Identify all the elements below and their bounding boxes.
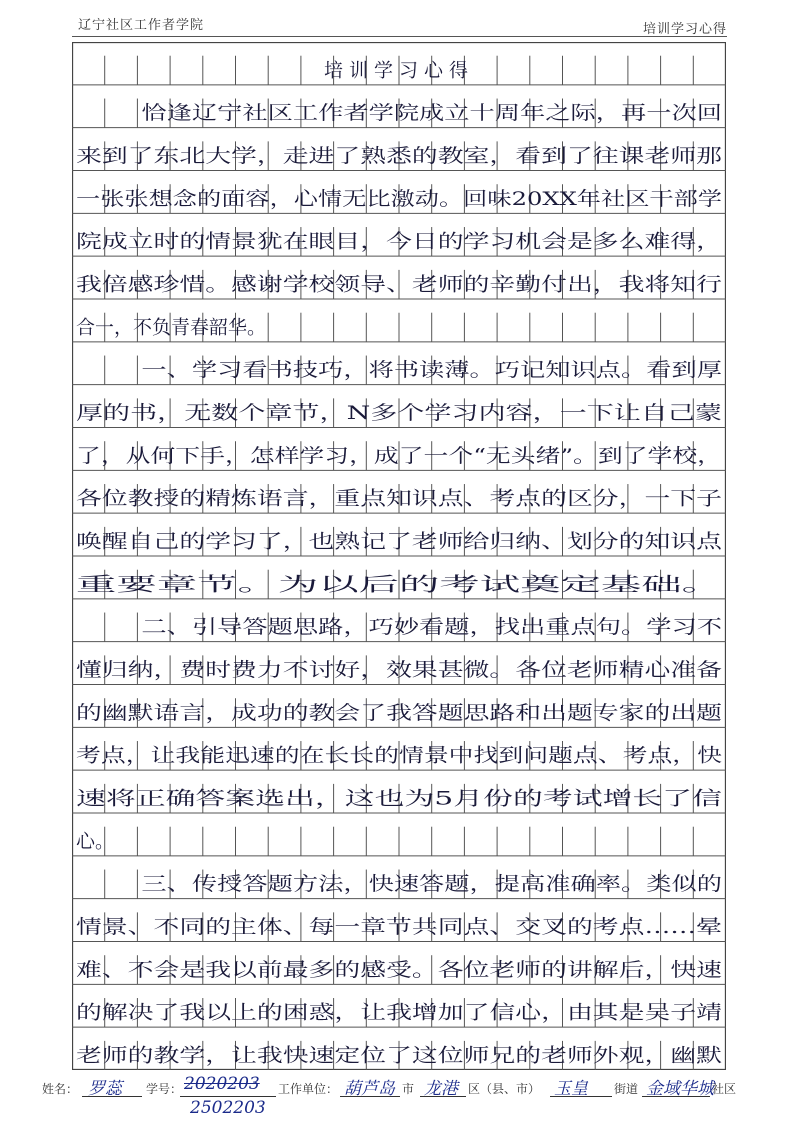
text-line: 老师的教学，让我快速定位了这位师兄的老师外观，幽默 — [76, 1044, 722, 1067]
text-line: 情景、不同的主体、每一章节共同点、交叉的考点……晕 — [76, 915, 551, 938]
text-line: 一、学习看书技巧，将书读薄。巧记知识点。看到厚 — [141, 359, 722, 382]
name-value: 罗蕊 — [88, 1079, 122, 1099]
community-underline — [642, 1096, 710, 1097]
text-line: 我倍感珍惜。感谢学校领导、老师的辛勤付出，我将知行 — [76, 273, 551, 296]
text-line: 唤醒自己的学习了，也熟记了老师给归纳、划分的知识点 — [76, 530, 724, 553]
district-underline — [420, 1096, 466, 1097]
text-line: 的幽默语言，成功的教会了我答题思路和出题专家的出题 — [76, 701, 722, 724]
student-id-underline — [180, 1096, 276, 1097]
text-line: 来到了东北大学，走进了熟悉的教室，看到了往课老师那 — [76, 144, 722, 167]
student-id-struck: 2020203 — [184, 1074, 260, 1094]
text-line: 了，从何下手，怎样学习，成了一个“无头绪”。到了学校， — [76, 444, 722, 467]
text-line: 恰逢辽宁社区工作者学院成立十周年之际，再一次回 — [141, 102, 722, 125]
handwritten-text — [76, 59, 723, 1066]
student-id-label: 学号： — [146, 1082, 183, 1096]
header-rule — [72, 36, 727, 37]
community-value: 金域华城 — [646, 1079, 714, 1099]
student-info-footer — [42, 1076, 782, 1128]
name-underline — [82, 1096, 142, 1097]
institution-name: 辽宁社区工作者学院 — [78, 18, 205, 33]
text-line: 速将正确答案选出，这也为5月份的考试增长了信 — [76, 787, 722, 810]
text-line: 重要章节。为以后的考试奠定基础。 — [76, 573, 381, 596]
text-line: 合一，不负青春韶华。 — [76, 316, 267, 339]
text-line: 二、引导答题思路，巧妙看题，找出重点句。学习不 — [141, 616, 722, 639]
text-line: 的解决了我以上的困惑，让我增加了信心，由其是吴子靖 — [76, 1001, 722, 1024]
district-suffix: 区（县、市） — [468, 1082, 541, 1096]
text-line: 一张张想念的面容，心情无比激动。回味20XX年社区干部学 — [76, 187, 584, 210]
text-line: 院成立时的情景犹在眼目，今日的学习机会是多么难得， — [76, 230, 722, 253]
text-line: 三、传授答题方法，快速答题，提高准确率。类似的 — [141, 873, 722, 896]
document-type-label: 培训学习心得 — [642, 22, 727, 37]
document-title: 培训学习心得 — [323, 59, 475, 82]
community-suffix: 社区 — [712, 1082, 737, 1096]
text-line: 心。 — [76, 830, 115, 853]
text-line: 厚的书，无数个章节，N多个学习内容，一下让自己蒙 — [76, 401, 530, 424]
name-label: 姓名： — [42, 1082, 79, 1096]
city-suffix: 市 — [402, 1082, 415, 1096]
city-value: 葫芦岛 — [344, 1079, 395, 1099]
text-line: 懂归纳，费时费力不讨好，效果甚微。各位老师精心准备 — [76, 658, 722, 681]
work-unit-label: 工作单位： — [278, 1082, 339, 1096]
text-line: 难、不会是我以前最多的感受。各位老师的讲解后，快速 — [76, 958, 551, 981]
text-line: 各位教授的精炼语言，重点知识点、考点的区分，一下子 — [76, 487, 722, 510]
street-underline — [550, 1096, 612, 1097]
text-line: 考点，让我能迅速的在长长的情景中找到问题点、考点，快 — [76, 744, 722, 767]
city-underline — [340, 1096, 400, 1097]
student-id-value: 2502203 — [190, 1098, 266, 1118]
street-suffix: 街道 — [614, 1082, 639, 1096]
manuscript-grid — [72, 42, 726, 1070]
district-value: 龙港 — [424, 1079, 458, 1099]
street-value: 玉皇 — [554, 1079, 588, 1099]
